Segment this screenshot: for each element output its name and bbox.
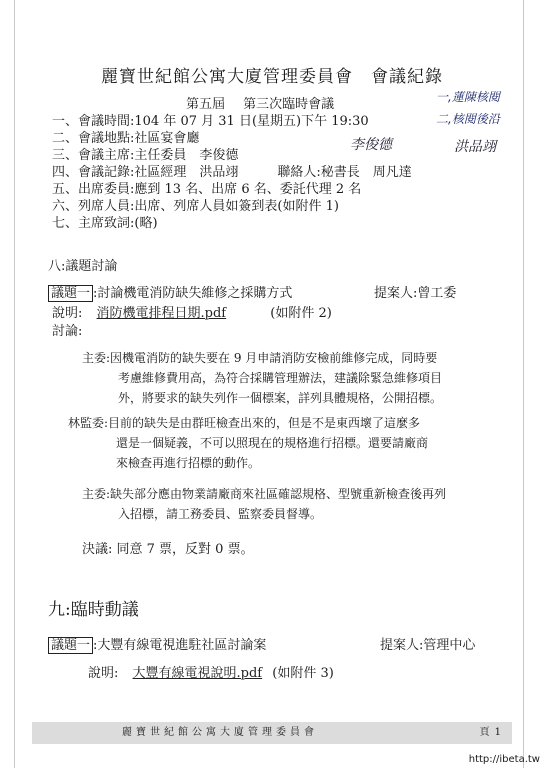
issue-text: :大豐有線電視進駐社區討論案 xyxy=(93,638,267,653)
issue-8-1 xyxy=(48,282,292,301)
session-meeting: 第三次臨時會議 xyxy=(243,97,335,112)
issue-label: 議題一 xyxy=(48,637,93,654)
section-8-heading: 八:議題討論 xyxy=(48,259,118,274)
page-footer xyxy=(32,722,512,744)
handwritten-signature-2: 洪品翊 xyxy=(454,139,496,155)
resolution: 決議: 同意 7 票，反對 0 票。 xyxy=(82,542,254,557)
issue-text: :討論機電消防缺失維修之採購方式 xyxy=(93,286,293,301)
issue-proposer: 提案人:管理中心 xyxy=(380,638,476,653)
issue-description xyxy=(88,662,334,681)
handwritten-signature-1: 李俊德 xyxy=(350,137,392,153)
issue-proposer: 提案人:曾工委 xyxy=(374,286,457,301)
section-9-heading: 九:臨時動議 xyxy=(48,600,139,620)
desc-label: 說明: xyxy=(52,306,83,321)
footer-title: 麗寶世紀館公寓大廈管理委員會 xyxy=(122,727,318,738)
attachment-link[interactable]: 大豐有線電視說明.pdf xyxy=(132,666,263,681)
meta-recorder: 四、會議記錄:社區經理 洪品翊 聯絡人:秘書長 周凡達 xyxy=(52,165,412,180)
meta-location: 二、會議地點:社區宴會廳 xyxy=(52,131,200,146)
meta-observers: 六、列席人員:出席、列席人員如簽到表(如附件 1) xyxy=(52,199,339,214)
issue-description xyxy=(52,302,332,321)
desc-label: 說明: xyxy=(88,666,119,681)
handwritten-note-1: 一,蓮陳核閱 xyxy=(436,90,500,104)
meta-time: 一、會議時間:104 年 07 月 31 日(星期五)下午 19:30 xyxy=(52,114,369,129)
page-number: 頁 1 xyxy=(479,727,502,738)
issue-9-1 xyxy=(48,634,266,653)
watermark: http://ibeta.tw xyxy=(468,754,540,765)
meta-speech: 七、主席致詞:(略) xyxy=(52,216,158,231)
attachment-note: (如附件 2) xyxy=(270,306,332,321)
session-term: 第五屆 xyxy=(186,97,226,112)
scan-border-left xyxy=(14,0,15,768)
attachment-link[interactable]: 消防機電排程日期.pdf xyxy=(96,306,227,321)
meta-chair: 三、會議主席:主任委員 李俊德 xyxy=(52,148,239,163)
chair-statement-2: 主委:缺失部分應由物業請廠商來社區確認規格、型號重新檢查後再列 入招標，請工務委員、監察委員督導。 xyxy=(82,487,447,521)
document-title: 麗寶世紀館公寓大廈管理委員會 會議紀錄 xyxy=(101,67,443,87)
meta-attendance: 五、出席委員:應到 13 名、出席 6 名、委託代理 2 名 xyxy=(52,182,362,197)
chair-statement: 主委:因機電消防的缺失要在 9 月申請消防安檢前維修完成，同時要 考慮維修費用高，為符合採購管理辦法，建議除緊急維修項目 外，將要求的缺失列作一個標案，詳列具體規格，公開招標。 xyxy=(82,351,443,405)
attachment-note: (如附件 3) xyxy=(272,666,334,681)
supervisor-statement: 林監委:目前的缺失是由群旺檢查出來的，但是不是東西壞了這麼多 還是一個疑義，不可以照現在的規格進行招標。還要請廠商 來檢查再進行招標的動作。 xyxy=(68,416,429,470)
scan-border-right xyxy=(523,0,524,768)
discuss-label: 討論: xyxy=(52,324,83,339)
issue-label: 議題一 xyxy=(48,285,93,302)
handwritten-note-2: 二,核閱後沿 xyxy=(436,112,500,126)
